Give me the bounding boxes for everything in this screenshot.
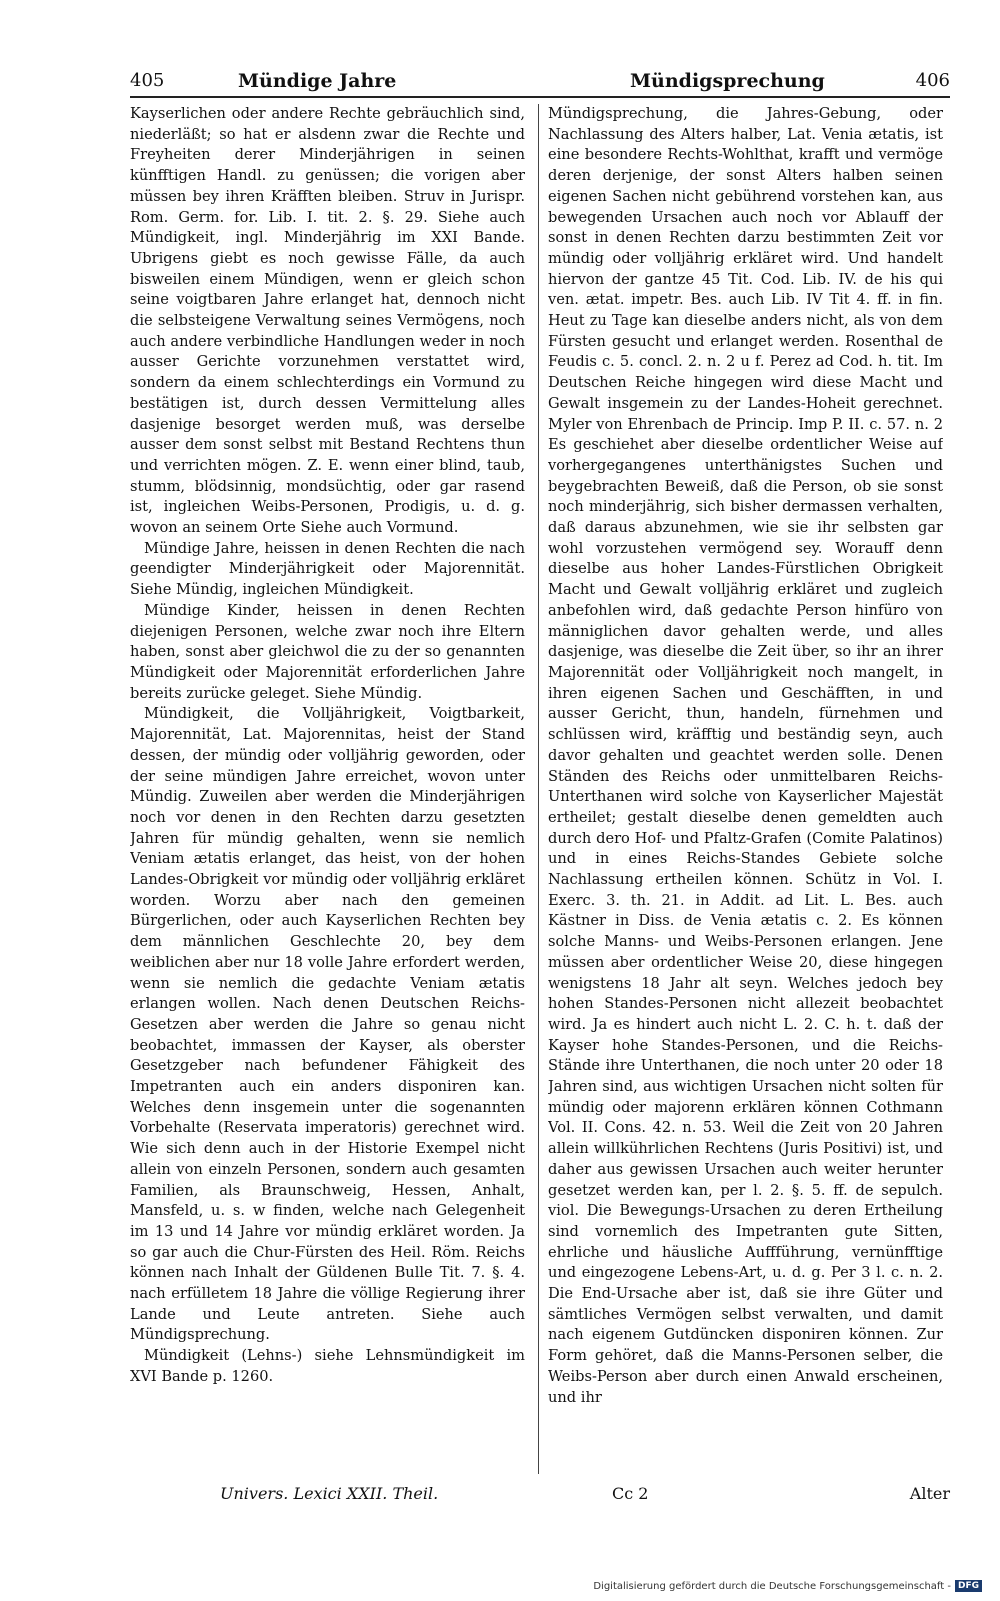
paragraph: Mündige Jahre, heissen in denen Rechten die nach geendigter Minderjährigkeit oder Majorennität. Siehe Mündig, ingleichen Mündigkeit.: [130, 539, 525, 599]
paragraph: Mündige Kinder, heissen in denen Rechten diejenigen Personen, welche zwar noch ihre Eltern haben, sonst aber gleichwol die zu der so genannten Mündigkeit oder Majorennität erforderlichen Jahre bereits zurücke geleget. Siehe Mündig.: [130, 601, 525, 702]
paragraph: Mündigkeit (Lehns-) siehe Lehnsmündigkeit im XVI Bande p. 1260.: [130, 1347, 525, 1385]
footer-volume: Univers. Lexici XXII. Theil.: [220, 1484, 439, 1503]
dfg-logo: DFG: [955, 1580, 982, 1592]
book-page: [130, 62, 950, 1517]
column-divider: [538, 104, 539, 1474]
right-page-number: 406: [915, 70, 950, 91]
paragraph: Mündigkeit, die Volljährigkeit, Voigtbarkeit, Majorennität, Lat. Majorennitas, heist der Stand dessen, der mündig oder volljährig geworden, oder der seine mündigen Jahre erreichet, wovon unter Mündig. Zuweilen aber werden die Minderjährigen noch vor denen in den Rechten darzu gesetzten Jahren für mündig gehalten, wenn sie nemlich Veniam ætatis erlanget, das heist, von der hohen Landes-Obrigkeit vor mündig oder volljährig erkläret worden. Worzu aber nach den gemeinen Bürgerlichen, oder auch Kayserlichen Rechten bey dem männlichen Geschlechte 20, bey dem weiblichen aber nur 18 volle Jahre erfordert werden, wenn sie nemlich die gedachte Veniam ætatis erlangen wollen. Nach denen Deutschen Reichs-Gesetzen aber werden die Jahre so genau nicht beobachtet, immassen der Kayser, als oberster Gesetzgeber nach befundener Fähigkeit des Impetranten auch ein anders disponiren kan. Welches denn insgemein unter die sogenannten Vorbehalte (Reservata imperatoris) gerechnet wird. Wie sich denn auch in der Historie Exempel nicht allein von einzeln Personen, sondern auch gesamten Familien, als Braunschweig, Hessen, Anhalt, Mansfeld, u. s. w finden, welche nach Gelegenheit im 13 und 14 Jahre vor mündig erkläret worden. Ja so gar auch die Chur-Fürsten des Heil. Röm. Reichs können nach Inhalt der Güldenen Bulle Tit. 7. §. 4. nach erfülletem 18 Jahre die völlige Regierung ihrer Lande und Leute antreten. Siehe auch Mündigsprechung.: [130, 705, 525, 1344]
footer-signature: Cc 2: [612, 1484, 649, 1503]
left-page-number: 405: [130, 70, 165, 91]
credit-text: Digitalisierung gefördert durch die Deutsche Forschungsgemeinschaft -: [593, 1580, 951, 1592]
left-column: [130, 104, 525, 1478]
right-running-title: Mündigsprechung: [630, 70, 825, 92]
digitization-credit: [593, 1580, 982, 1592]
paragraph: Mündigsprechung, die Jahres-Gebung, oder Nachlassung des Alters halber, Lat. Venia ætatis, ist eine besondere Rechts-Wohlthat, krafft und vermöge deren derjenige, der sonst Alters halben seinen eigenen Sachen nicht gebührend vorstehen kan, aus bewegenden Ursachen auch noch vor Ablauff der sonst in denen Rechten darzu bestimmten Zeit vor mündig oder volljährig erkläret wird. Und handelt hiervon der gantze 45 Tit. Cod. Lib. IV. de his qui ven. ætat. impetr. Bes. auch Lib. IV Tit 4. ff. in fin. Heut zu Tage kan dieselbe anders nicht, als von dem Fürsten gesucht und erlanget werden. Rosenthal de Feudis c. 5. concl. 2. n. 2 u f. Perez ad Cod. h. tit. Im Deutschen Reiche hingegen wird diese Macht und Gewalt insgemein zu der Landes-Hoheit gerechnet. Myler von Ehrenbach de Princip. Imp P. II. c. 57. n. 2 Es geschiehet aber dieselbe ordentlicher Weise auf vorhergegangenes unterthänigstes Suchen und beygebrachten Beweiß, daß die Person, ob sie sonst noch minderjährig, sich bisher dermassen verhalten, daß daraus abzunehmen, wie sie ihr selbsten gar wohl vorzustehen vermögend sey. Worauff denn dieselbe aus hoher Landes-Fürstlichen Obrigkeit Macht und Gewalt volljährig erkläret und zugleich anbefohlen wird, daß gedachte Person hinfüro von männiglichen davor gehalten werde, und alles dasjenige, was dieselbe die Zeit über, so ihr an ihrer Majorennität oder Volljährigkeit noch mangelt, in ihren eigenen Sachen und Geschäfften, in und ausser Gericht, thun, handeln, fürnehmen und schlüssen wird, kräfftig und beständig seyn, auch davor gehalten und geachtet werden solle. Denen Ständen des Reichs oder unmittelbaren Reichs-Unterthanen wird solche von Kayserlicher Majestät ertheilet; gestalt dieselbe denen gemeldten auch durch dero Hof- und Pfaltz-Grafen (Comite Palatinos) und in eines Reichs-Standes Gebiete solche Nachlassung ertheilen können. Schütz in Vol. I. Exerc. 3. th. 21. in Addit. ad Lit. L. Bes. auch Kästner in Diss. de Venia ætatis c. 2. Es können solche Manns- und Weibs-Personen erlangen. Jene müssen aber ordentlicher Weise 20, diese hingegen wenigstens 18 Jahr alt seyn. Welches jedoch bey hohen Standes-Personen nicht allezeit beobachtet wird. Ja es hindert auch nicht L. 2. C. h. t. daß der Kayser hohe Standes-Personen, und die Reichs-Stände ihre Unterthanen, die noch unter 20 oder 18 Jahren sind, aus wichtigen Ursachen nicht solten für mündig oder majorenn erklären können Cothmann Vol. II. Cons. 42. n. 53. Weil die Zeit von 20 Jahren allein willkührlichen Rechtens (Juris Positivi) ist, und daher aus gewissen Ursachen auch weiter herunter gesetzet werden kan, per l. 2. §. 5. ff. de sepulch. viol. Die Bewegungs-Ursachen zu deren Ertheilung sind vornemlich des Impetranten gute Sitten, ehrliche und häusliche Auffführung, vernünfftige und eingezogene Lebens-Art, u. d. g. Per 3 l. c. n. 2. Die End-Ursache aber ist, daß sie ihre Güter und sämtliches Vermögen selbst verwalten, und damit nach eigenem Gutdüncken disponiren können. Zur Form gehöret, daß die Manns-Personen selber, die Weibs-Person aber durch einen Anwald erscheinen, und ihr: [548, 105, 943, 1406]
left-running-title: Mündige Jahre: [238, 70, 397, 92]
header-rule: [130, 96, 950, 98]
footer-catchword: Alter: [909, 1484, 950, 1503]
page-header: [130, 62, 950, 98]
right-column: [548, 104, 943, 1478]
paragraph: Kayserlichen oder andere Rechte gebräuchlich sind, niederläßt; so hat er alsdenn zwar die Rechte und Freyheiten derer Minderjährigen in seinen künfftigen Handl. zu genüssen; die vorigen aber müssen bey ihren Kräfften bleiben. Struv in Jurispr. Rom. Germ. for. Lib. I. tit. 2. §. 29. Siehe auch Mündigkeit, ingl. Minderjährig im XXI Bande. Ubrigens giebt es noch gewisse Fälle, da auch bisweilen einem Mündigen, wenn er gleich schon seine voigtbaren Jahre erlanget hat, dennoch nicht die selbsteigene Verwaltung seines Vermögens, noch auch andere verbindliche Handlungen weder in noch ausser Gerichte vorzunehmen verstattet wird, sondern da einem schlechterdings ein Vormund zu bestätigen ist, durch dessen Vermittelung alles dasjenige besorget werden muß, was derselbe ausser dem sonst selbst mit Bestand Rechtens thun und verrichten mögen. Z. E. wenn einer blind, taub, stumm, blödsinnig, mondsüchtig, oder gar rasend ist, ingleichen Weibs-Personen, Prodigis, u. d. g. wovon an seinem Orte Siehe auch Vormund.: [130, 105, 525, 537]
